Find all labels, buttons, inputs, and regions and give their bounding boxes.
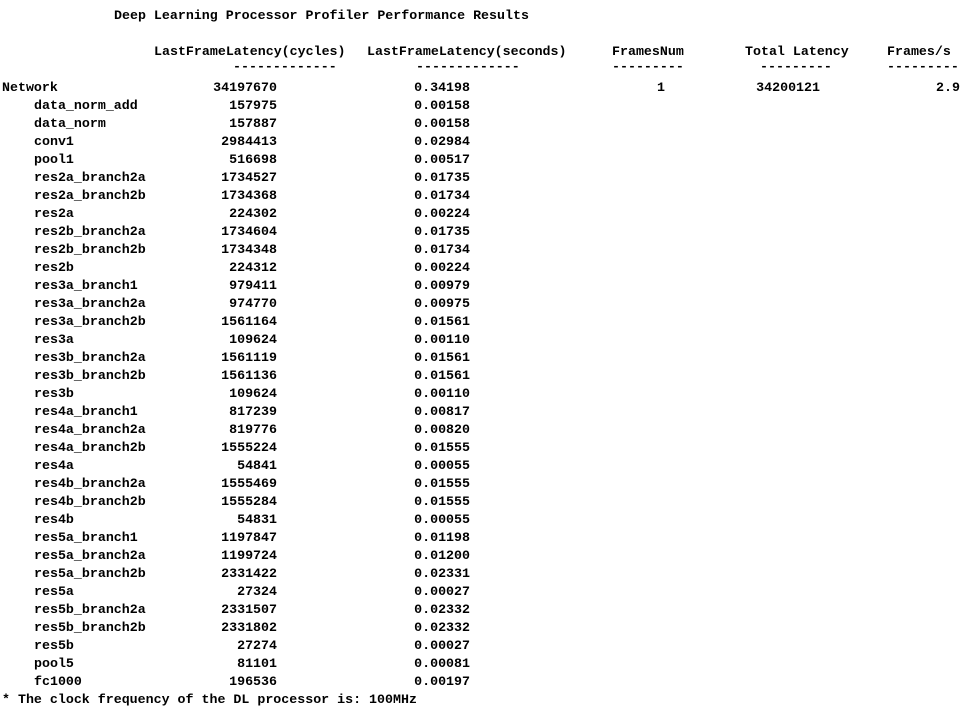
cell-layer-name: conv1 bbox=[34, 134, 74, 149]
cell-lastframelatency-cycles: 34197670 bbox=[213, 80, 277, 95]
cell-layer-name: res3b_branch2b bbox=[34, 368, 146, 383]
cell-layer-name: res4b_branch2a bbox=[34, 476, 146, 491]
cell-lastframelatency-cycles: 974770 bbox=[229, 296, 277, 311]
table-row bbox=[0, 241, 971, 259]
cell-layer-name: res3a_branch1 bbox=[34, 278, 138, 293]
cell-lastframelatency-cycles: 1561164 bbox=[221, 314, 277, 329]
table-row bbox=[0, 97, 971, 115]
table-row bbox=[0, 493, 971, 511]
table-row bbox=[0, 79, 971, 97]
table-row bbox=[0, 115, 971, 133]
cell-lastframelatency-cycles: 2331422 bbox=[221, 566, 277, 581]
cell-layer-name: res5b_branch2a bbox=[34, 602, 146, 617]
cell-lastframelatency-seconds: 0.01555 bbox=[414, 476, 470, 491]
table-row bbox=[0, 151, 971, 169]
cell-layer-name: res4a bbox=[34, 458, 74, 473]
table-row bbox=[0, 421, 971, 439]
column-underline-total-latency: --------- bbox=[760, 59, 832, 74]
cell-lastframelatency-seconds: 0.01735 bbox=[414, 170, 470, 185]
cell-lastframelatency-seconds: 0.00820 bbox=[414, 422, 470, 437]
table-row bbox=[0, 187, 971, 205]
cell-lastframelatency-cycles: 1561119 bbox=[221, 350, 277, 365]
cell-lastframelatency-seconds: 0.00224 bbox=[414, 260, 470, 275]
cell-layer-name: res4b bbox=[34, 512, 74, 527]
table-row bbox=[0, 133, 971, 151]
cell-lastframelatency-cycles: 1734604 bbox=[221, 224, 277, 239]
cell-lastframelatency-cycles: 1734368 bbox=[221, 188, 277, 203]
cell-layer-name: res5a_branch2a bbox=[34, 548, 146, 563]
cell-layer-name: Network bbox=[2, 80, 58, 95]
table-row bbox=[0, 295, 971, 313]
cell-framesnum: 1 bbox=[657, 80, 665, 95]
table-row bbox=[0, 331, 971, 349]
table-row bbox=[0, 403, 971, 421]
cell-lastframelatency-cycles: 196536 bbox=[229, 674, 277, 689]
cell-lastframelatency-seconds: 0.01561 bbox=[414, 368, 470, 383]
cell-layer-name: res5b_branch2b bbox=[34, 620, 146, 635]
cell-layer-name: res5a_branch2b bbox=[34, 566, 146, 581]
cell-lastframelatency-seconds: 0.00055 bbox=[414, 512, 470, 527]
cell-lastframelatency-cycles: 2331802 bbox=[221, 620, 277, 635]
cell-lastframelatency-seconds: 0.00158 bbox=[414, 98, 470, 113]
cell-lastframelatency-cycles: 1734527 bbox=[221, 170, 277, 185]
cell-lastframelatency-seconds: 0.01198 bbox=[414, 530, 470, 545]
cell-lastframelatency-seconds: 0.02984 bbox=[414, 134, 470, 149]
cell-lastframelatency-cycles: 1197847 bbox=[221, 530, 277, 545]
cell-layer-name: res5a bbox=[34, 584, 74, 599]
column-underline-framesnum: --------- bbox=[612, 59, 684, 74]
table-row bbox=[0, 277, 971, 295]
column-header-framesnum: FramesNum bbox=[612, 44, 684, 59]
cell-layer-name: res3a_branch2b bbox=[34, 314, 146, 329]
column-header-lastframelatency-seconds: LastFrameLatency(seconds) bbox=[367, 44, 567, 59]
cell-lastframelatency-seconds: 0.00979 bbox=[414, 278, 470, 293]
cell-layer-name: data_norm_add bbox=[34, 98, 138, 113]
cell-lastframelatency-seconds: 0.01561 bbox=[414, 350, 470, 365]
table-row bbox=[0, 385, 971, 403]
cell-layer-name: res4a_branch1 bbox=[34, 404, 138, 419]
cell-lastframelatency-seconds: 0.00027 bbox=[414, 584, 470, 599]
cell-layer-name: res2b_branch2a bbox=[34, 224, 146, 239]
column-underline-frames-per-second: --------- bbox=[887, 59, 959, 74]
column-underline-seconds: ------------- bbox=[416, 59, 520, 74]
cell-lastframelatency-seconds: 0.01200 bbox=[414, 548, 470, 563]
table-row bbox=[0, 511, 971, 529]
cell-layer-name: res4a_branch2b bbox=[34, 440, 146, 455]
table-row bbox=[0, 457, 971, 475]
cell-lastframelatency-seconds: 0.02331 bbox=[414, 566, 470, 581]
cell-layer-name: res2b_branch2b bbox=[34, 242, 146, 257]
cell-lastframelatency-seconds: 0.00110 bbox=[414, 386, 470, 401]
cell-layer-name: data_norm bbox=[34, 116, 106, 131]
table-row bbox=[0, 349, 971, 367]
cell-lastframelatency-seconds: 0.00027 bbox=[414, 638, 470, 653]
cell-layer-name: pool1 bbox=[34, 152, 74, 167]
cell-lastframelatency-seconds: 0.01555 bbox=[414, 440, 470, 455]
cell-lastframelatency-cycles: 109624 bbox=[229, 386, 277, 401]
cell-lastframelatency-cycles: 516698 bbox=[229, 152, 277, 167]
column-header-total-latency: Total Latency bbox=[745, 44, 849, 59]
table-row bbox=[0, 439, 971, 457]
cell-lastframelatency-cycles: 224302 bbox=[229, 206, 277, 221]
cell-layer-name: res3a bbox=[34, 332, 74, 347]
table-header-underline-row bbox=[0, 58, 971, 76]
cell-layer-name: res3a_branch2a bbox=[34, 296, 146, 311]
cell-lastframelatency-seconds: 0.00081 bbox=[414, 656, 470, 671]
cell-lastframelatency-cycles: 157887 bbox=[229, 116, 277, 131]
table-row bbox=[0, 529, 971, 547]
cell-lastframelatency-cycles: 81101 bbox=[237, 656, 277, 671]
cell-lastframelatency-cycles: 54831 bbox=[237, 512, 277, 527]
cell-layer-name: res2a bbox=[34, 206, 74, 221]
cell-lastframelatency-cycles: 2331507 bbox=[221, 602, 277, 617]
cell-lastframelatency-seconds: 0.01734 bbox=[414, 242, 470, 257]
cell-layer-name: res2a_branch2a bbox=[34, 170, 146, 185]
cell-frames-per-second: 2.9 bbox=[936, 80, 960, 95]
table-row bbox=[0, 259, 971, 277]
cell-lastframelatency-seconds: 0.00817 bbox=[414, 404, 470, 419]
clock-frequency-note: * The clock frequency of the DL processor is: 100MHz bbox=[2, 692, 417, 707]
cell-layer-name: pool5 bbox=[34, 656, 74, 671]
cell-lastframelatency-seconds: 0.00110 bbox=[414, 332, 470, 347]
cell-lastframelatency-seconds: 0.02332 bbox=[414, 620, 470, 635]
cell-lastframelatency-cycles: 2984413 bbox=[221, 134, 277, 149]
table-row bbox=[0, 637, 971, 655]
cell-lastframelatency-seconds: 0.01555 bbox=[414, 494, 470, 509]
cell-lastframelatency-cycles: 1734348 bbox=[221, 242, 277, 257]
cell-layer-name: res3b_branch2a bbox=[34, 350, 146, 365]
table-row bbox=[0, 673, 971, 691]
cell-layer-name: res5b bbox=[34, 638, 74, 653]
cell-layer-name: res3b bbox=[34, 386, 74, 401]
cell-lastframelatency-cycles: 1555469 bbox=[221, 476, 277, 491]
cell-lastframelatency-cycles: 157975 bbox=[229, 98, 277, 113]
cell-lastframelatency-cycles: 817239 bbox=[229, 404, 277, 419]
cell-layer-name: fc1000 bbox=[34, 674, 82, 689]
table-row bbox=[0, 223, 971, 241]
table-row bbox=[0, 475, 971, 493]
cell-lastframelatency-cycles: 1555284 bbox=[221, 494, 277, 509]
cell-lastframelatency-seconds: 0.00517 bbox=[414, 152, 470, 167]
table-row bbox=[0, 619, 971, 637]
cell-layer-name: res2b bbox=[34, 260, 74, 275]
cell-lastframelatency-cycles: 1555224 bbox=[221, 440, 277, 455]
column-header-frames-per-second: Frames/s bbox=[887, 44, 951, 59]
cell-layer-name: res5a_branch1 bbox=[34, 530, 138, 545]
cell-lastframelatency-cycles: 224312 bbox=[229, 260, 277, 275]
table-row bbox=[0, 655, 971, 673]
cell-lastframelatency-seconds: 0.01734 bbox=[414, 188, 470, 203]
cell-lastframelatency-seconds: 0.01561 bbox=[414, 314, 470, 329]
table-row bbox=[0, 169, 971, 187]
table-row bbox=[0, 367, 971, 385]
cell-lastframelatency-cycles: 819776 bbox=[229, 422, 277, 437]
cell-lastframelatency-cycles: 27324 bbox=[237, 584, 277, 599]
page-title: Deep Learning Processor Profiler Performance Results bbox=[114, 8, 529, 23]
cell-lastframelatency-seconds: 0.00224 bbox=[414, 206, 470, 221]
table-row bbox=[0, 547, 971, 565]
cell-lastframelatency-cycles: 27274 bbox=[237, 638, 277, 653]
cell-lastframelatency-seconds: 0.34198 bbox=[414, 80, 470, 95]
cell-lastframelatency-seconds: 0.00197 bbox=[414, 674, 470, 689]
cell-lastframelatency-cycles: 1199724 bbox=[221, 548, 277, 563]
table-row bbox=[0, 313, 971, 331]
cell-lastframelatency-cycles: 1561136 bbox=[221, 368, 277, 383]
table-row bbox=[0, 583, 971, 601]
table-row bbox=[0, 205, 971, 223]
cell-lastframelatency-seconds: 0.00055 bbox=[414, 458, 470, 473]
cell-lastframelatency-cycles: 109624 bbox=[229, 332, 277, 347]
table-row bbox=[0, 565, 971, 583]
cell-lastframelatency-cycles: 979411 bbox=[229, 278, 277, 293]
cell-layer-name: res4a_branch2a bbox=[34, 422, 146, 437]
cell-layer-name: res4b_branch2b bbox=[34, 494, 146, 509]
cell-lastframelatency-seconds: 0.01735 bbox=[414, 224, 470, 239]
column-header-lastframelatency-cycles: LastFrameLatency(cycles) bbox=[154, 44, 346, 59]
table-row bbox=[0, 601, 971, 619]
cell-lastframelatency-seconds: 0.00158 bbox=[414, 116, 470, 131]
cell-lastframelatency-cycles: 54841 bbox=[237, 458, 277, 473]
cell-total-latency: 34200121 bbox=[756, 80, 820, 95]
cell-lastframelatency-seconds: 0.02332 bbox=[414, 602, 470, 617]
cell-layer-name: res2a_branch2b bbox=[34, 188, 146, 203]
column-underline-cycles: ------------- bbox=[233, 59, 337, 74]
cell-lastframelatency-seconds: 0.00975 bbox=[414, 296, 470, 311]
